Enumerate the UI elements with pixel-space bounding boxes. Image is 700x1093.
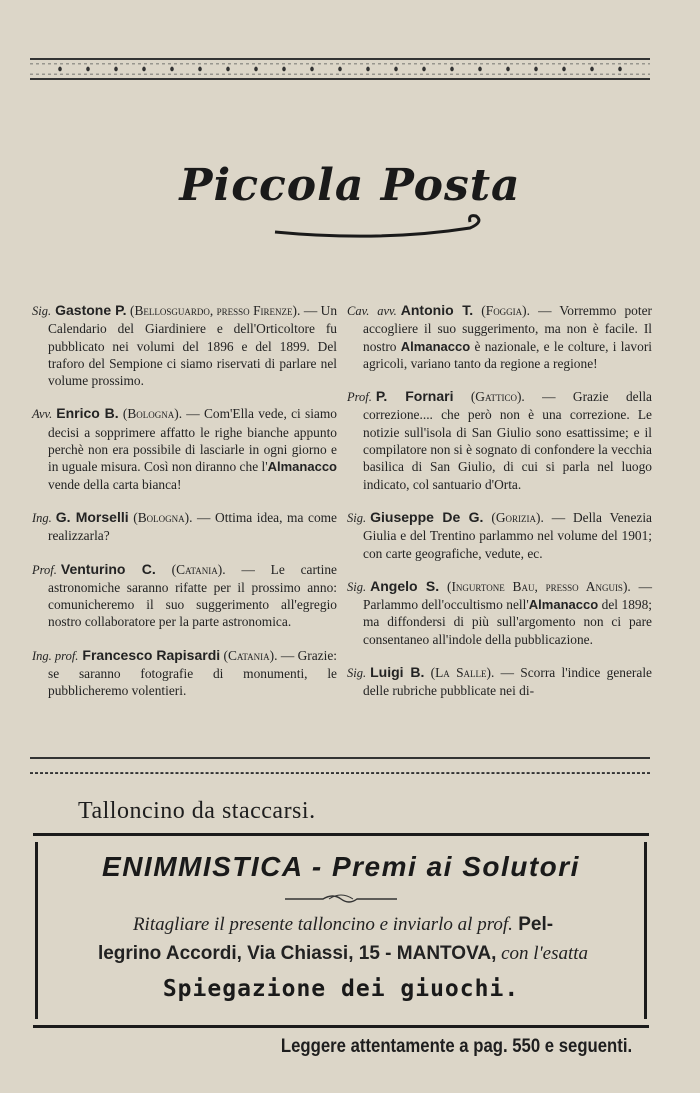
entry-location: (Gattico). bbox=[470, 389, 525, 405]
entry-title: Prof. bbox=[32, 562, 57, 577]
entry-location: (Foggia). bbox=[481, 303, 530, 318]
coupon-box bbox=[33, 833, 649, 1028]
entry-location: (Bellosguardo, presso Firenze). bbox=[129, 303, 301, 318]
entry-title: Ing. prof. bbox=[32, 648, 79, 663]
coupon-instructions bbox=[63, 910, 623, 968]
entry-text: — Della Venezia Giulia e del Trentino parlammo nel volume del 1901; con carte geografiche, vedute, ec. bbox=[363, 509, 652, 561]
right-column bbox=[347, 302, 652, 716]
entry-text-continued: vende della carta bianca! bbox=[48, 476, 182, 492]
entry-title: Prof. bbox=[347, 390, 372, 405]
coupon-heading: ENIMMISTICA - Premi ai Solutori bbox=[102, 851, 580, 882]
almanacco-word: Almanacco bbox=[528, 597, 599, 613]
entry-name: Angelo S. bbox=[370, 577, 440, 594]
almanacco-word: Almanacco bbox=[267, 459, 337, 475]
entry-location: (La Salle). bbox=[430, 665, 495, 681]
entry-name: Antonio T. bbox=[400, 302, 474, 318]
letter-entry bbox=[32, 405, 337, 492]
entry-location: (Catania). bbox=[223, 647, 278, 663]
entry-location: (Ingurtone Bau, presso Anguis). bbox=[447, 578, 631, 594]
coupon-swash-ornament bbox=[283, 891, 399, 905]
title-swash-ornament bbox=[270, 212, 490, 240]
entry-location: (Bologna). bbox=[133, 509, 193, 525]
entry-text-continued: è nazionale, e le colture, i lavori agricoli, variano tanto da regione a regione! bbox=[363, 338, 652, 371]
entry-text: — Scorra l'indice generale delle rubriche pubblicate nei di- bbox=[363, 665, 652, 699]
entry-title: Sig. bbox=[32, 304, 52, 318]
entry-name: G. Morselli bbox=[55, 508, 129, 525]
entry-name: Luigi B. bbox=[370, 664, 425, 681]
letter-entry bbox=[32, 509, 337, 545]
entry-text: — Grazie della correzione.... che però non è una correzione. Le notizie sull'isola di San Giulio sono esattissime; e il compilatore non si è sognato di confondere la vecchia basilica di San Giulio, di cui si parla nel luogo indicato, col santuario d'Orta. bbox=[363, 389, 652, 492]
entry-name: Giuseppe De G. bbox=[370, 508, 484, 525]
coupon-caption: Talloncino da staccarsi. bbox=[78, 798, 316, 824]
entry-text: — Parlammo dell'occultismo nell' bbox=[363, 578, 652, 613]
entry-text-continued: del 1898; ma diffondersi di più sull'argomento non ci pare consentaneo all'indole della pubblicazione. bbox=[363, 597, 653, 647]
letter-entry bbox=[347, 578, 652, 648]
entry-name: Gastone P. bbox=[55, 302, 127, 318]
entry-location: (Catania). bbox=[171, 561, 226, 577]
ornament-pattern bbox=[30, 60, 650, 78]
entry-title: Sig. bbox=[347, 579, 367, 594]
entry-name: Enrico B. bbox=[56, 405, 119, 422]
entry-text: — Vorremmo poter accogliere il suo suggerimento, ma non è facile. Il nostro bbox=[363, 303, 652, 354]
entry-text: — Grazie: se saranno fotografie di monumenti, le pubblicheremo volentieri. bbox=[48, 647, 337, 699]
letter-entry bbox=[32, 561, 337, 631]
almanacco-word: Almanacco bbox=[400, 338, 471, 354]
cut-line bbox=[30, 772, 650, 773]
entry-title: Cav. avv. bbox=[347, 304, 397, 318]
coupon-line1-bold: Pel- bbox=[512, 914, 554, 935]
page-title: Piccola Posta bbox=[179, 160, 521, 211]
entry-title: Sig. bbox=[347, 510, 367, 525]
entry-location: (Gorizia). bbox=[491, 509, 544, 525]
entry-name: P. Fornari bbox=[375, 388, 454, 405]
entry-title: Sig. bbox=[347, 666, 367, 681]
entry-text: — Le cartine astronomiche saranno rifatte per il prossimo anno: comunicheremo il suo suggerimento all'egregio nostro collaboratore per la parte astronomica. bbox=[48, 561, 338, 630]
letter-entry bbox=[347, 302, 652, 372]
entry-name: Venturino C. bbox=[60, 560, 156, 577]
entry-location: (Bologna). bbox=[122, 406, 183, 422]
coupon-footer: Spiegazione dei giuochi. bbox=[162, 976, 520, 1002]
left-column bbox=[32, 302, 337, 716]
letter-entry bbox=[347, 664, 652, 700]
coupon-line1-italic: Ritagliare il presente talloncino e inviarlo al prof. bbox=[132, 914, 513, 935]
coupon-line2-bold: legrino Accordi, Via Chiassi, 15 - MANTOVA, bbox=[97, 943, 497, 964]
entry-name: Francesco Rapisardi bbox=[82, 646, 221, 663]
entry-title: Ing. bbox=[32, 510, 52, 525]
letter-entry bbox=[32, 647, 337, 700]
entry-text: — Ottima idea, ma come realizzarla? bbox=[48, 509, 338, 544]
letter-entry bbox=[32, 302, 337, 389]
coupon-line2-italic: con l'esatta bbox=[496, 943, 589, 964]
entry-text: — Com'Ella vede, ci siamo decisi a sopprimere affatto le righe bianche appunto perchè non era possibile di lasciarle in ogni giorno e in uguale misura. Così non diranno che l' bbox=[48, 406, 337, 475]
entry-title: Avv. bbox=[32, 407, 53, 422]
entry-text: — Un Calendario del Giardiniere e dell'Orticoltore fu pubblicato nei volumi del 1896 e del 1899. Del traforo del Sempione ci siamo riservati di parlare nel volume prossimo. bbox=[48, 303, 338, 389]
letter-entry bbox=[347, 509, 652, 562]
top-ornament-border bbox=[30, 58, 650, 80]
page-reference-note: Leggere attentamente a pag. 550 e seguenti. bbox=[280, 1036, 632, 1057]
letter-entry bbox=[347, 388, 652, 493]
